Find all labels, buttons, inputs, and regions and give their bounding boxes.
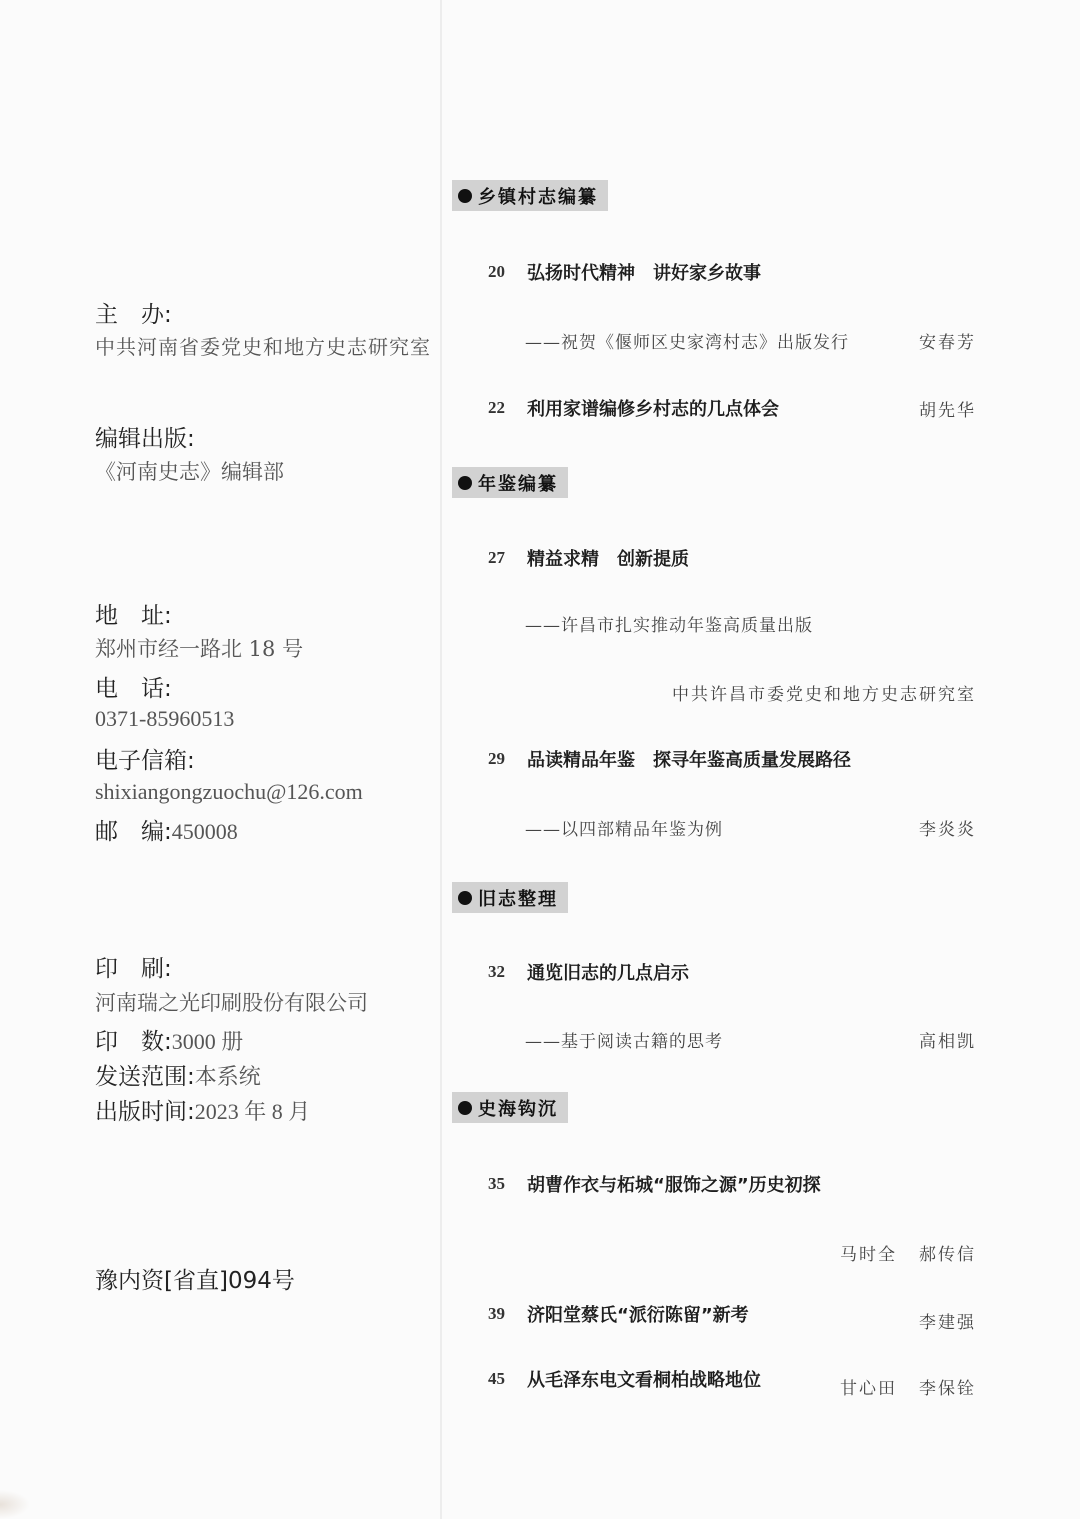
phone-value: 0371-85960513 bbox=[95, 706, 235, 731]
entry-author-2: 李保铨 bbox=[919, 1379, 976, 1399]
sponsor-value: 中共河南省委党史和地方史志研究室 bbox=[95, 335, 431, 359]
entry-author: 胡先华 bbox=[919, 401, 976, 421]
copies-value: 3000 册 bbox=[171, 1029, 244, 1054]
printer-label: 印 刷: bbox=[95, 956, 172, 982]
editor-value: 《河南史志》编辑部 bbox=[95, 460, 284, 484]
email-label: 电子信箱: bbox=[95, 748, 195, 774]
section-title: 年鉴编纂 bbox=[478, 473, 558, 495]
page-number: 45 bbox=[488, 1369, 505, 1388]
column-divider bbox=[440, 0, 442, 1519]
section-header bbox=[452, 1092, 568, 1123]
scan-smudge bbox=[0, 1490, 30, 1519]
sponsor-label: 主 办: bbox=[95, 302, 172, 328]
section-header bbox=[452, 467, 568, 498]
postcode-row bbox=[95, 813, 238, 846]
printer-value: 河南瑞之光印刷股份有限公司 bbox=[95, 991, 368, 1015]
entry-title: 从毛泽东电文看桐柏战略地位 bbox=[527, 1370, 761, 1391]
entry-title: 胡曹作衣与柘城“服饰之源”历史初探 bbox=[527, 1175, 821, 1196]
copies-row bbox=[95, 1023, 243, 1056]
page-number: 39 bbox=[488, 1304, 505, 1323]
address-value: 郑州市经一路北 18 号 bbox=[95, 637, 304, 661]
entry-subtitle: ——许昌市扎实推动年鉴高质量出版 bbox=[525, 616, 813, 636]
section-title: 旧志整理 bbox=[478, 888, 558, 910]
date-row bbox=[95, 1093, 310, 1126]
entry-author: 中共许昌市委党史和地方史志研究室 bbox=[672, 685, 976, 705]
entry-author: 高相凯 bbox=[919, 1032, 976, 1052]
page-number: 29 bbox=[488, 749, 505, 768]
bullet-icon bbox=[458, 476, 472, 490]
scope-row bbox=[95, 1058, 261, 1091]
license-number: 豫内资[省直]094号 bbox=[95, 1268, 295, 1294]
bullet-icon bbox=[458, 1101, 472, 1115]
editor-label: 编辑出版: bbox=[95, 426, 195, 452]
scope-value: 本系统 bbox=[194, 1064, 261, 1089]
page-number: 20 bbox=[488, 262, 505, 281]
phone-label: 电 话: bbox=[95, 676, 172, 702]
address-label: 地 址: bbox=[95, 603, 172, 629]
masthead-info bbox=[0, 0, 440, 1519]
entry-author: 安春芳 bbox=[919, 333, 976, 353]
entry-title: 精益求精 创新提质 bbox=[527, 549, 689, 570]
entry-subtitle: ——基于阅读古籍的思考 bbox=[525, 1032, 723, 1052]
entry-author-2: 郝传信 bbox=[919, 1245, 976, 1265]
entry-subtitle: ——祝贺《偃师区史家湾村志》出版发行 bbox=[525, 333, 849, 353]
page-number: 27 bbox=[488, 548, 505, 567]
entry-title: 济阳堂蔡氏“派衍陈留”新考 bbox=[527, 1305, 749, 1326]
section-header bbox=[452, 882, 568, 913]
entry-author: 李建强 bbox=[919, 1313, 976, 1333]
page-number: 35 bbox=[488, 1174, 505, 1193]
entry-author: 甘心田 bbox=[840, 1379, 897, 1399]
bullet-icon bbox=[458, 891, 472, 905]
bullet-icon bbox=[458, 189, 472, 203]
entry-title: 品读精品年鉴 探寻年鉴高质量发展路径 bbox=[527, 750, 851, 771]
entry-subtitle: ——以四部精品年鉴为例 bbox=[525, 820, 723, 840]
entry-author: 马时全 bbox=[840, 1245, 897, 1265]
section-title: 史海钩沉 bbox=[478, 1098, 558, 1120]
entry-author: 李炎炎 bbox=[919, 820, 976, 840]
entry-title: 弘扬时代精神 讲好家乡故事 bbox=[527, 263, 761, 284]
date-label: 出版时间: bbox=[95, 1099, 195, 1125]
page-number: 32 bbox=[488, 962, 505, 981]
postcode-value: 450008 bbox=[171, 819, 238, 844]
entry-title: 通览旧志的几点启示 bbox=[527, 963, 689, 984]
postcode-label: 邮 编: bbox=[95, 819, 172, 845]
section-header bbox=[452, 180, 608, 211]
email-value: shixiangongzuochu@126.com bbox=[95, 779, 363, 804]
copies-label: 印 数: bbox=[95, 1029, 172, 1055]
entry-title: 利用家谱编修乡村志的几点体会 bbox=[527, 399, 779, 420]
section-title: 乡镇村志编纂 bbox=[478, 186, 598, 208]
scope-label: 发送范围: bbox=[95, 1064, 195, 1090]
page-number: 22 bbox=[488, 398, 505, 417]
date-value: 2023 年 8 月 bbox=[194, 1099, 311, 1124]
